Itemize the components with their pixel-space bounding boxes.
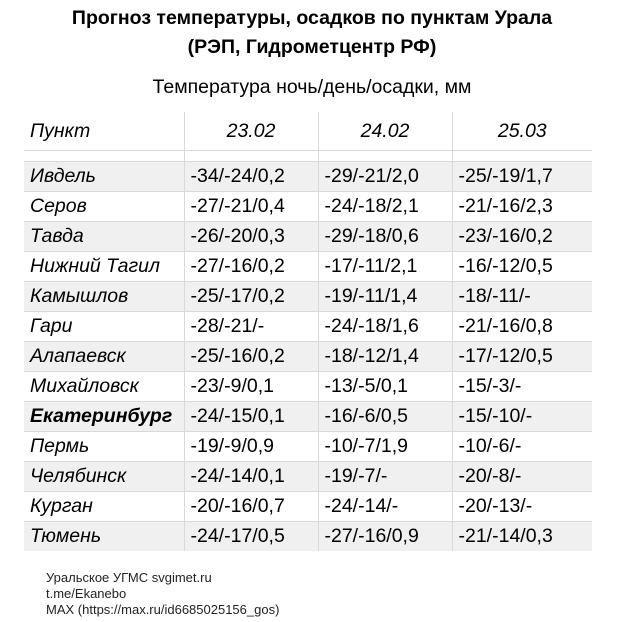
city-name: Челябинск <box>24 462 184 492</box>
column-header-date-1: 23.02 <box>184 112 318 151</box>
footer-source: Уральское УГМС svgimet.ru <box>46 570 212 585</box>
table-row <box>24 222 592 252</box>
table-row <box>24 312 592 342</box>
forecast-cell-date-2: -24/-14/- <box>318 492 452 522</box>
forecast-cell-date-3: -21/-16/0,8 <box>452 312 592 342</box>
forecast-cell-date-1: -24/-15/0,1 <box>184 402 318 432</box>
table-row <box>24 342 592 372</box>
forecast-cell-date-3: -20/-8/- <box>452 462 592 492</box>
forecast-cell-date-3: -18/-11/- <box>452 282 592 312</box>
table-row <box>24 162 592 192</box>
city-name: Тавда <box>24 222 184 252</box>
table-row <box>24 282 592 312</box>
forecast-cell-date-3: -15/-10/- <box>452 402 592 432</box>
forecast-table <box>24 112 592 551</box>
page-title <box>0 4 624 62</box>
forecast-cell-date-2: -19/-7/- <box>318 462 452 492</box>
table-body <box>24 151 592 552</box>
forecast-cell-date-1: -25/-16/0,2 <box>184 342 318 372</box>
city-name: Ивдель <box>24 162 184 192</box>
forecast-cell-date-2: -18/-12/1,4 <box>318 342 452 372</box>
column-header-date-2: 24.02 <box>318 112 452 151</box>
table-row <box>24 402 592 432</box>
forecast-cell-date-2: -29/-21/2,0 <box>318 162 452 192</box>
forecast-cell-date-2: -27/-16/0,9 <box>318 522 452 552</box>
title-line-1: Прогноз температуры, осадков по пунктам Урала <box>71 7 553 29</box>
forecast-cell-date-1: -26/-20/0,3 <box>184 222 318 252</box>
forecast-cell-date-1: -28/-21/- <box>184 312 318 342</box>
table-row <box>24 252 592 282</box>
table-row <box>24 462 592 492</box>
table-row <box>24 522 592 552</box>
forecast-cell-date-1: -19/-9/0,9 <box>184 432 318 462</box>
forecast-cell-date-3: -20/-13/- <box>452 492 592 522</box>
city-name: Камышлов <box>24 282 184 312</box>
city-name: Тюмень <box>24 522 184 552</box>
forecast-cell-date-1: -20/-16/0,7 <box>184 492 318 522</box>
city-name: Алапаевск <box>24 342 184 372</box>
forecast-cell-date-3: -23/-16/0,2 <box>452 222 592 252</box>
forecast-cell-date-1: -27/-16/0,2 <box>184 252 318 282</box>
source-footer <box>46 570 279 618</box>
table-row <box>24 372 592 402</box>
forecast-cell-date-2: -24/-18/2,1 <box>318 192 452 222</box>
column-header-date-3: 25.03 <box>452 112 592 151</box>
table-gap-row <box>24 151 592 162</box>
forecast-cell-date-1: -27/-21/0,4 <box>184 192 318 222</box>
city-name: Гари <box>24 312 184 342</box>
forecast-cell-date-1: -25/-17/0,2 <box>184 282 318 312</box>
forecast-cell-date-1: -24/-17/0,5 <box>184 522 318 552</box>
table-row <box>24 492 592 522</box>
forecast-cell-date-3: -17/-12/0,5 <box>452 342 592 372</box>
city-name: Курган <box>24 492 184 522</box>
city-name: Пермь <box>24 432 184 462</box>
footer-telegram-link[interactable]: t.me/Ekanebo <box>46 586 127 601</box>
forecast-cell-date-1: -23/-9/0,1 <box>184 372 318 402</box>
forecast-cell-date-2: -19/-11/1,4 <box>318 282 452 312</box>
forecast-cell-date-3: -21/-14/0,3 <box>452 522 592 552</box>
table-row <box>24 432 592 462</box>
forecast-cell-date-2: -16/-6/0,5 <box>318 402 452 432</box>
forecast-cell-date-1: -24/-14/0,1 <box>184 462 318 492</box>
city-name: Екатеринбург <box>24 402 184 432</box>
table-row <box>24 192 592 222</box>
forecast-cell-date-2: -13/-5/0,1 <box>318 372 452 402</box>
forecast-cell-date-3: -15/-3/- <box>452 372 592 402</box>
city-name: Нижний Тагил <box>24 252 184 282</box>
forecast-cell-date-3: -21/-16/2,3 <box>452 192 592 222</box>
forecast-cell-date-3: -25/-19/1,7 <box>452 162 592 192</box>
forecast-cell-date-2: -17/-11/2,1 <box>318 252 452 282</box>
city-name: Серов <box>24 192 184 222</box>
table-subtitle: Температура ночь/день/осадки, мм <box>152 76 472 98</box>
column-header-city: Пункт <box>24 112 184 151</box>
forecast-cell-date-3: -16/-12/0,5 <box>452 252 592 282</box>
table-header-row <box>24 112 592 151</box>
forecast-cell-date-1: -34/-24/0,2 <box>184 162 318 192</box>
city-name: Михайловск <box>24 372 184 402</box>
forecast-cell-date-3: -10/-6/- <box>452 432 592 462</box>
title-line-2: (РЭП, Гидрометцентр РФ) <box>187 36 437 58</box>
forecast-cell-date-2: -24/-18/1,6 <box>318 312 452 342</box>
forecast-cell-date-2: -10/-7/1,9 <box>318 432 452 462</box>
footer-max-link[interactable]: MAX (https://max.ru/id6685025156_gos) <box>46 602 280 617</box>
forecast-cell-date-2: -29/-18/0,6 <box>318 222 452 252</box>
